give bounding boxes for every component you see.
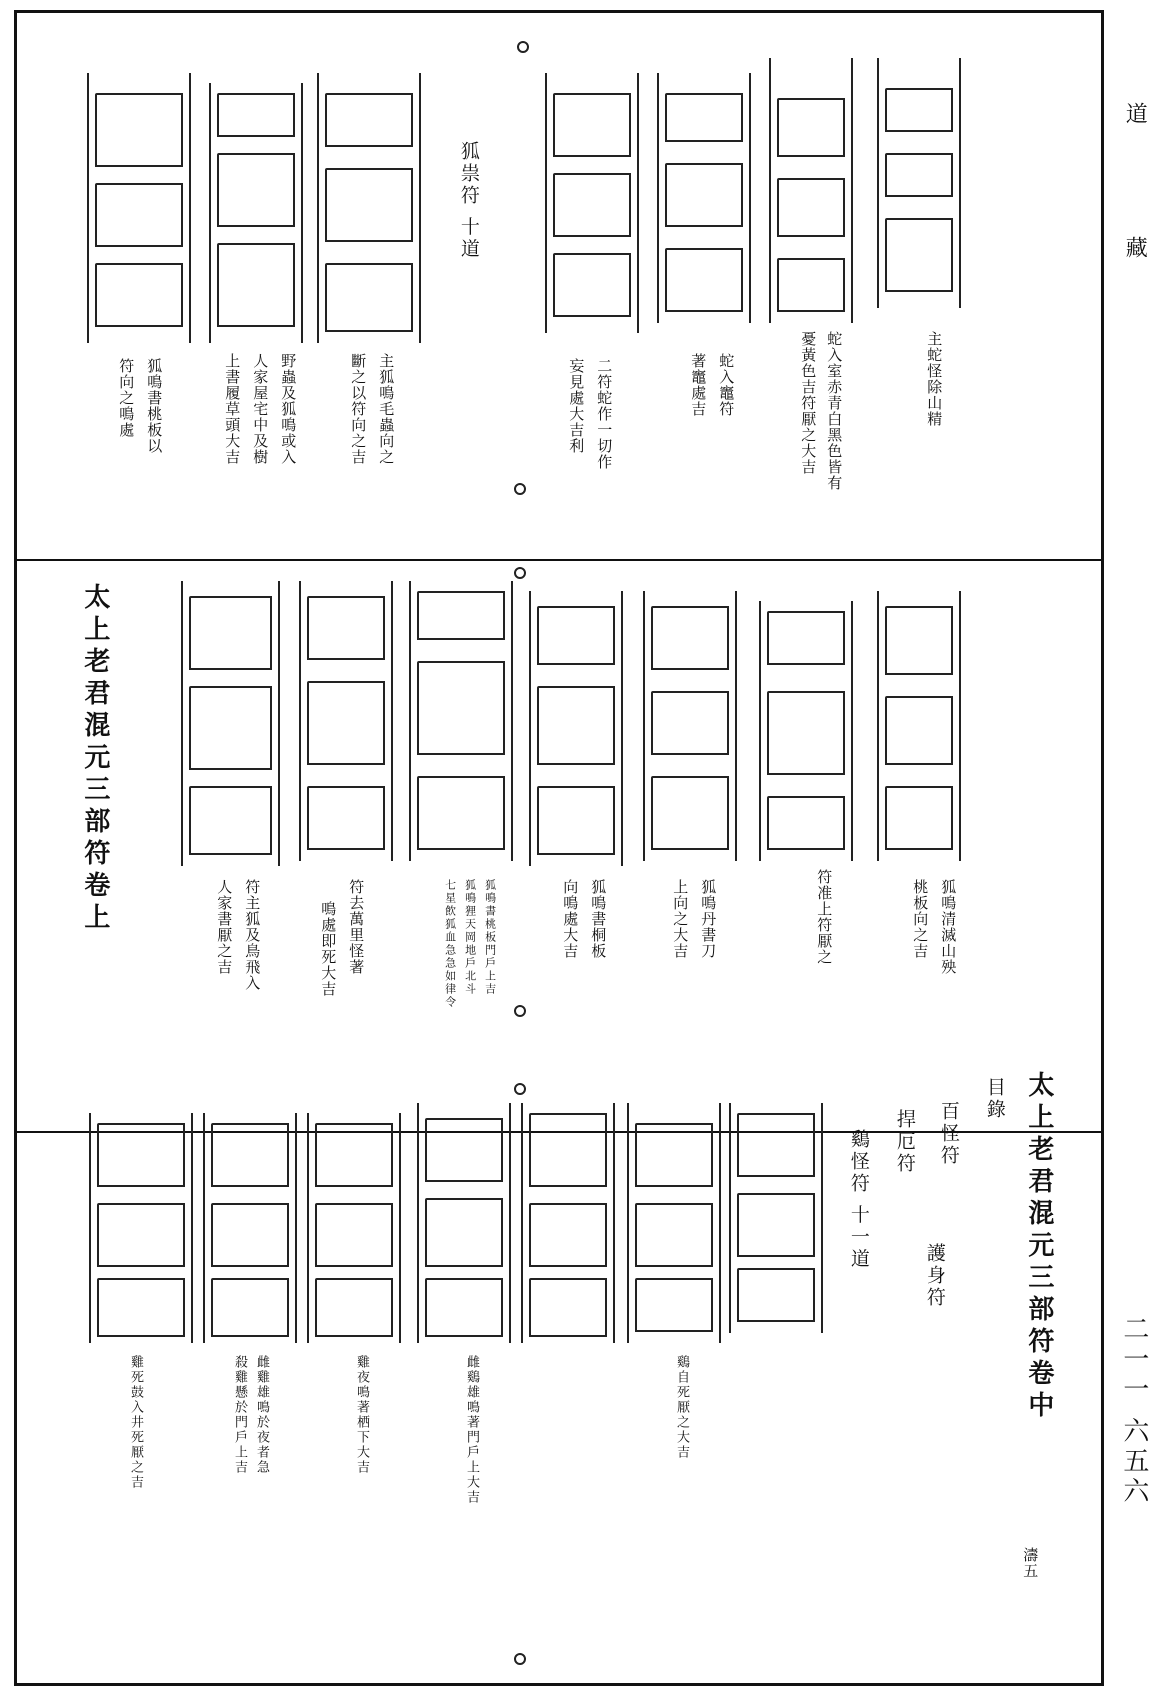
caption: 人家屋宅中及樹 [251,353,270,465]
caption: 狐鳴清滅山殃 [939,879,958,975]
margin-label-second: 藏 [1122,236,1148,260]
talisman-glyph [545,73,639,333]
caption: 狐鳴丹書刀 [699,879,718,959]
caption: 雞夜鳴著栖下大吉 [353,1355,369,1475]
page-frame [14,10,1104,1686]
volume-title: 太上老君混元三部符卷中 [1023,1071,1054,1423]
talisman-glyph [521,1103,615,1343]
talisman-glyph [203,1113,297,1343]
toc-item: 護身符 [923,1243,946,1309]
talisman-glyph [417,1103,511,1343]
caption: 蛇入室赤青白黑色皆有 [825,331,844,491]
volume-title: 太上老君混元三部符卷上 [79,583,110,935]
caption: 七星飲狐血急急如律令 [443,879,457,1009]
section-heading: 狐祟符 十道 [457,141,480,261]
caption: 鳴處即死大吉 [319,901,338,997]
caption: 二符蛇作一切作 [595,358,614,470]
register-circle [517,41,529,53]
talisman-glyph [759,601,853,861]
talisman-glyph [409,581,513,861]
caption: 符主狐及鳥飛入 [243,879,262,991]
caption: 符向之鳴處 [117,358,136,438]
panel-bottom [17,1071,1101,1683]
talisman-glyph [729,1103,823,1333]
caption: 野蟲及狐鳴或入 [279,353,298,465]
talisman-glyph [209,83,303,343]
talisman-glyph [769,58,853,323]
talisman-glyph [643,591,737,861]
caption: 雞死鼓入井死厭之吉 [127,1355,143,1490]
caption: 蛇入竈符 [717,353,736,417]
caption: 殺雞懸於門戶上吉 [231,1355,247,1475]
talisman-glyph [877,58,961,308]
panel-top [17,13,1101,561]
caption: 雌鷄雄鳴著門戶上大吉 [463,1355,479,1505]
caption: 妄見處大吉利 [567,358,586,454]
volume-mark: 濤五 [1021,1547,1040,1579]
caption: 主蛇怪除山精 [925,331,944,427]
caption: 向鳴處大吉 [561,879,580,959]
caption: 鷄自死厭之大吉 [673,1355,689,1460]
register-circle [514,567,526,579]
caption: 狐鳴書桐板 [589,879,608,959]
talisman-glyph [89,1113,193,1343]
caption: 上向之大吉 [671,879,690,959]
caption: 符去萬里怪著 [347,879,366,975]
margin-label-top: 道 [1122,102,1148,126]
caption: 主狐鳴毛蟲向之 [377,353,396,465]
toc-heading: 目錄 [983,1077,1006,1121]
caption: 人家書厭之吉 [215,879,234,975]
toc-item: 捍厄符 [893,1109,916,1175]
page-number: 二一一 六五六 [1118,1315,1149,1508]
caption: 桃板向之吉 [911,879,930,959]
talisman-glyph [317,73,421,343]
caption: 憂黃色吉符厭之大吉 [799,331,818,475]
register-circle [514,1005,526,1017]
talisman-glyph [529,591,623,866]
caption: 狐鳴書桃板以 [145,358,164,454]
panel-middle [17,561,1101,1133]
caption: 狐鳴書桃板門戶上吉 [483,879,497,996]
talisman-glyph [299,581,393,861]
toc-item: 鷄怪符 十一道 [847,1129,870,1271]
talisman-glyph [307,1113,401,1343]
talisman-glyph [627,1103,721,1343]
caption: 著竈處吉 [689,353,708,417]
talisman-glyph [181,581,280,866]
caption: 斷之以符向之吉 [349,353,368,465]
talisman-glyph [87,73,191,343]
register-circle [514,483,526,495]
register-circle [514,1653,526,1665]
toc-item: 百怪符 [937,1101,960,1167]
talisman-glyph [657,73,751,323]
caption: 符准上符厭之 [815,869,834,965]
caption: 狐鳴狸天岡地戶北斗 [463,879,477,996]
talisman-glyph [877,591,961,861]
register-circle [514,1083,526,1095]
caption: 上書履草頭大吉 [223,353,242,465]
caption: 雌雞雄鳴於夜者急 [253,1355,269,1475]
